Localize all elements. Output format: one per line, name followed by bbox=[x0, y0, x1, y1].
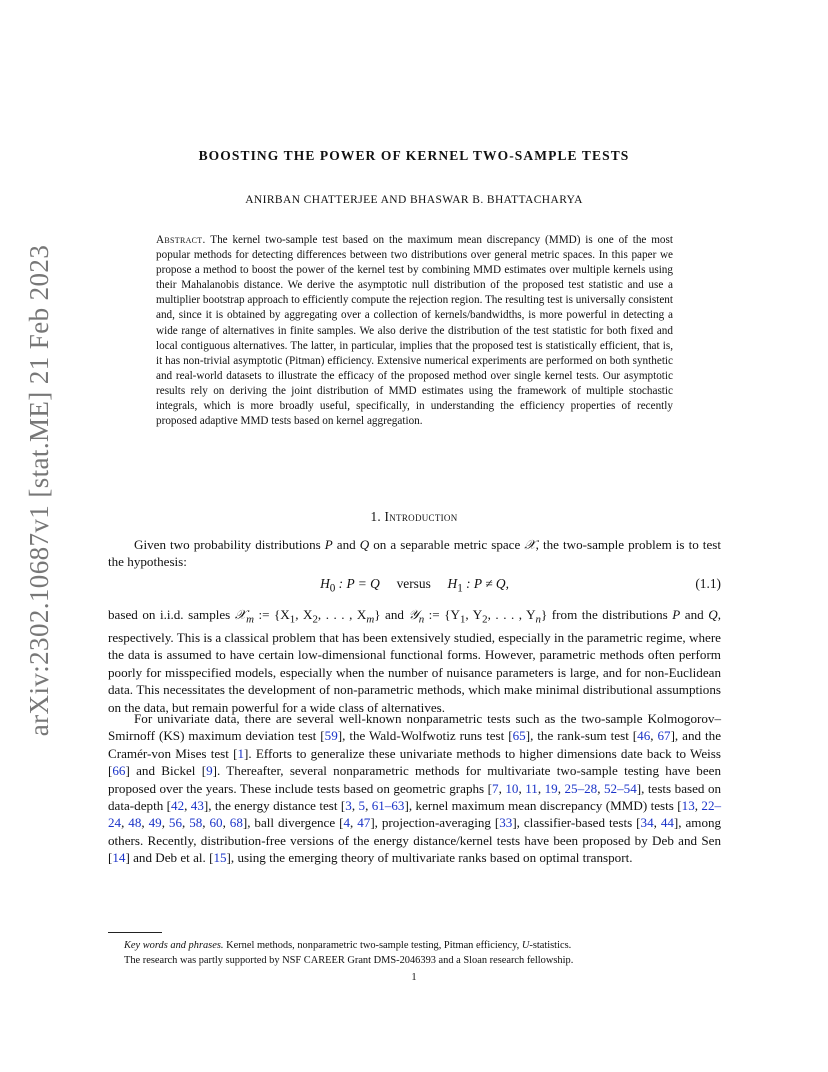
equation-number: (1.1) bbox=[695, 576, 721, 591]
citation-link[interactable]: 9 bbox=[206, 763, 213, 779]
citation-link[interactable]: 61–63 bbox=[371, 798, 405, 814]
citation-link[interactable]: 48 bbox=[128, 815, 142, 831]
citation-link[interactable]: 1 bbox=[237, 745, 245, 761]
citation-link[interactable]: 58 bbox=[189, 815, 203, 831]
citation-link[interactable]: 33 bbox=[499, 815, 513, 831]
citation-link[interactable]: 11 bbox=[525, 780, 538, 796]
citation-link[interactable]: 25–28 bbox=[564, 780, 598, 796]
section-heading-introduction bbox=[0, 509, 828, 525]
citation-link[interactable]: 22–24 bbox=[108, 798, 722, 831]
equation-versus: versus bbox=[396, 576, 431, 591]
equation-1-1 bbox=[108, 576, 721, 596]
section-title: Introduction bbox=[384, 509, 458, 524]
citation-link[interactable]: 68 bbox=[229, 815, 243, 831]
equation-hypothesis: $H_0$ : P = Q versus $H_1$ : P ≠ Q, bbox=[320, 576, 509, 595]
citation-link[interactable]: 7 bbox=[492, 780, 499, 796]
arxiv-id-text: arXiv:2302.10687v1 [stat.ME] 21 Feb 2023 bbox=[24, 244, 55, 736]
citation-link[interactable]: 4 bbox=[343, 815, 351, 831]
citation-link[interactable]: 3 bbox=[345, 798, 352, 814]
keywords-label: Key words and phrases. bbox=[124, 940, 224, 951]
citation-link[interactable]: 56 bbox=[168, 815, 182, 831]
citation-link[interactable]: 42 bbox=[171, 798, 185, 814]
paper-authors: ANIRBAN CHATTERJEE AND BHASWAR B. BHATTACHARYA bbox=[245, 194, 583, 206]
abstract-text: The kernel two-sample test based on the maximum mean discrepancy (MMD) is one of the most popular methods for detecting differences between two distributions over general metric spaces. In this paper we propose a method to boost the power of the kernel test by combining MMD estimates over multiple kernels using their Mahalanobis distance. We derive the asymptotic null distribution of the proposed test statistic and use a multiplier bootstrap approach to efficiently compute the rejection region. The resulting test is universally consistent and, since it is obtained by aggregating over a collection of kernels/bandwidths, is more powerful in detecting a wide range of alternatives in finite samples. We also derive the distribution of the test statistic for both fixed and local contiguous alternatives. The latter, in particular, implies that the proposed test is statistically efficient, that is, it has non-trivial asymptotic (Pitman) efficiency. Extensive numerical experiments are performed on both synthetic and real-world datasets to illustrate the efficacy of the proposed method over single kernel tests. Our asymptotic results rely on deriving the joint distribution of MMD estimates using the framework of multiple stochastic integrals, which is more broadly useful, specifically, in understanding the efficiency properties of recently proposed adaptive MMD tests based on kernel aggregation. bbox=[156, 234, 673, 428]
section-number: 1. bbox=[370, 509, 381, 524]
citation-link[interactable]: 5 bbox=[358, 798, 366, 814]
citation-link[interactable]: 13 bbox=[681, 798, 695, 814]
citation-link[interactable]: 66 bbox=[112, 763, 126, 779]
citation-link[interactable]: 15 bbox=[213, 850, 227, 866]
citation-link[interactable]: 46 bbox=[637, 728, 651, 744]
citation-link[interactable]: 52–54 bbox=[604, 780, 637, 796]
citation-link[interactable]: 14 bbox=[112, 850, 126, 866]
footnote-funding: The research was partly supported by NSF CAREER Grant DMS-2046393 and a Sloan research fellowship. bbox=[124, 955, 574, 966]
citation-link[interactable]: 47 bbox=[357, 815, 371, 831]
paragraph-3: For univariate data, there are several well-known nonparametric tests such as the two-sample Kolmogorov–Smirnoff (KS) maximum deviation test [59], the Wald-Wolfwotiz runs test [65], the rank-sum test [46, 67], and the Cramér-von Mises test [1]. Efforts to generalize these univariate methods to higher dimensions date back to Weiss [66] and Bickel [9]. Thereafter, several nonparametric methods for multivariate two-sample testing have been proposed over the years. These include tests based on geometric graphs [7, 10, 11, 19, 25–28, 52–54], tests based on data-depth [42, 43], the energy distance test [3, 5, 61–63], kernel maximum mean discrepancy (MMD) tests [13, 22–24, 48, 49, 56, 58, 60, 68], ball divergence [4, 47], projection-averaging [33], classifier-based tests [34, 44], among others. Recently, distribution-free versions of the energy distance/kernel tests have been proposed by Deb and Sen [14] and Deb et al. [15], using the emerging theory of multivariate ranks based on optimal transport. bbox=[108, 711, 722, 866]
citation-link[interactable]: 34 bbox=[640, 815, 654, 831]
citation-link[interactable]: 60 bbox=[209, 815, 223, 831]
citation-link[interactable]: 43 bbox=[190, 798, 204, 814]
abstract-heading: Abstract. bbox=[156, 234, 206, 246]
paragraph-2: based on i.i.d. samples 𝒳$_m$ := {$X_1$, $X_2$, . . . , $X_m$} and 𝒴$_n$ := {$Y_1$, $Y_2$, . . . , $Y_n$} from the distributions P and Q, respectively. This is a classical problem that has been extensively studied, especially in the parametric regime, where the data is assumed to have certain low-dimensional functional forms. However, parametric methods often perform poorly for misspecified models, especially when the number of nuisance parameters is large, and for non-Euclidean data. This necessitates the development of non-parametric methods, which make minimal distributional assumptions on the data, but remain powerful for a wide class of alternatives. bbox=[108, 607, 721, 715]
citation-link[interactable]: 44 bbox=[660, 815, 674, 831]
citation-link[interactable]: 19 bbox=[544, 780, 558, 796]
citation-link[interactable]: 65 bbox=[512, 728, 526, 744]
abstract bbox=[156, 233, 673, 429]
citation-link[interactable]: 67 bbox=[657, 728, 671, 744]
footnote-divider bbox=[108, 932, 162, 933]
paper-title: BOOSTING THE POWER OF KERNEL TWO-SAMPLE TESTS bbox=[198, 148, 630, 163]
arxiv-identifier-stamp bbox=[14, 244, 66, 736]
page-number: 1 bbox=[411, 972, 417, 983]
footnote-keywords: Key words and phrases. Kernel methods, nonparametric two-sample testing, Pitman efficiency, U-statistics. bbox=[124, 940, 572, 951]
citation-link[interactable]: 59 bbox=[324, 728, 338, 744]
citation-link[interactable]: 10 bbox=[505, 780, 519, 796]
citation-link[interactable]: 49 bbox=[148, 815, 162, 831]
paragraph-1: Given two probability distributions P and Q on a separable metric space 𝒳, the two-sample problem is to test the hypothesis: bbox=[108, 537, 721, 570]
